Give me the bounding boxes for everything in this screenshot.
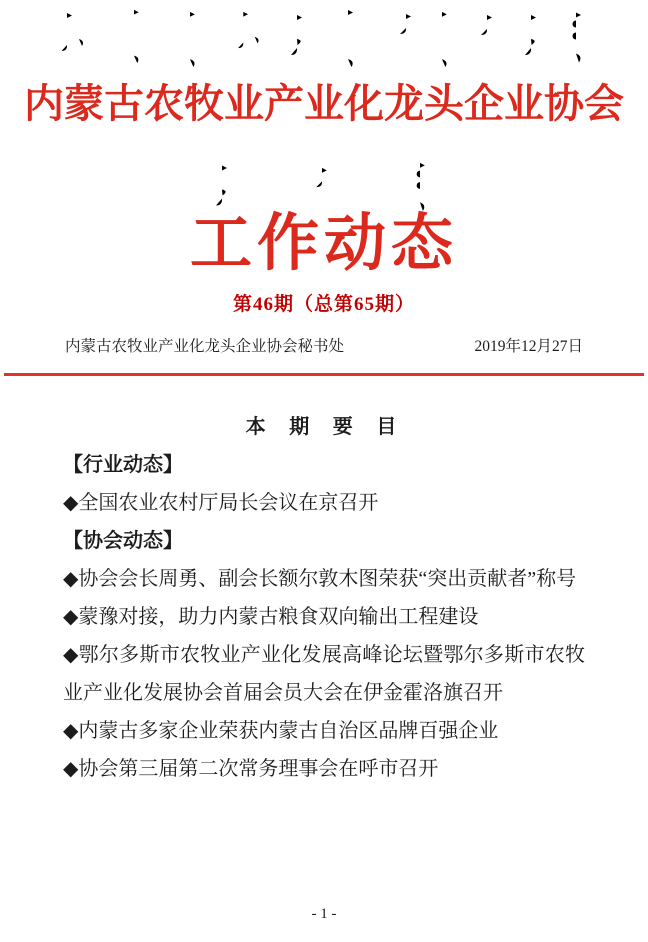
table-of-contents — [63, 408, 585, 788]
masthead-divider-rule — [4, 373, 644, 376]
toc-section-title-industry: 【行业动态】 — [63, 454, 183, 476]
publisher-row — [65, 334, 583, 360]
mongolian-word-icon — [182, 10, 198, 68]
mongolian-word-icon — [289, 12, 305, 58]
toc-item: ◆全国农业农村厅局长会议在京召开 — [63, 492, 379, 514]
mongolian-word-icon — [568, 8, 584, 65]
mongolian-word-icon — [523, 10, 539, 60]
toc-item: ◆协会第三届第二次常务理事会在呼市召开 — [63, 758, 439, 780]
mongolian-word-icon — [126, 8, 142, 64]
toc-item: ◆内蒙古多家企业荣获内蒙古自治区品牌百强企业 — [63, 720, 499, 742]
toc-item: ◆协会会长周勇、副会长额尔敦木图荣获“突出贡献者”称号 — [63, 568, 577, 590]
toc-item: ◆鄂尔多斯市农牧业产业化发展高峰论坛暨鄂尔多斯市农牧业产业化发展协会首届会员大会在伊金霍洛旗召开 — [63, 644, 585, 704]
mongolian-word-icon — [340, 8, 356, 68]
toc-item: ◆蒙豫对接，助力内蒙古粮食双向输出工程建设 — [63, 606, 479, 628]
page-number: - 1 - — [311, 906, 337, 922]
mongolian-word-icon — [60, 10, 86, 56]
toc-section-title-association: 【协会动态】 — [63, 530, 183, 552]
mongolian-word-icon — [434, 10, 450, 68]
toc-heading: 本 期 要 目 — [245, 416, 403, 438]
mongolian-word-icon — [236, 10, 262, 52]
mongolian-word-icon — [214, 163, 230, 208]
bulletin-title: 工作动态 — [189, 210, 458, 278]
mongolian-word-icon — [314, 166, 330, 191]
organization-title: 内蒙古农牧业产业化龙头企业协会 — [24, 81, 624, 126]
publication-date: 2019年12月27日 — [474, 338, 583, 355]
issue-number: 第46期（总第65期） — [232, 294, 415, 315]
publisher-name: 内蒙古农牧业产业化龙头企业协会秘书处 — [65, 338, 345, 355]
mongolian-word-icon — [398, 12, 414, 38]
mongolian-word-icon — [479, 12, 495, 40]
